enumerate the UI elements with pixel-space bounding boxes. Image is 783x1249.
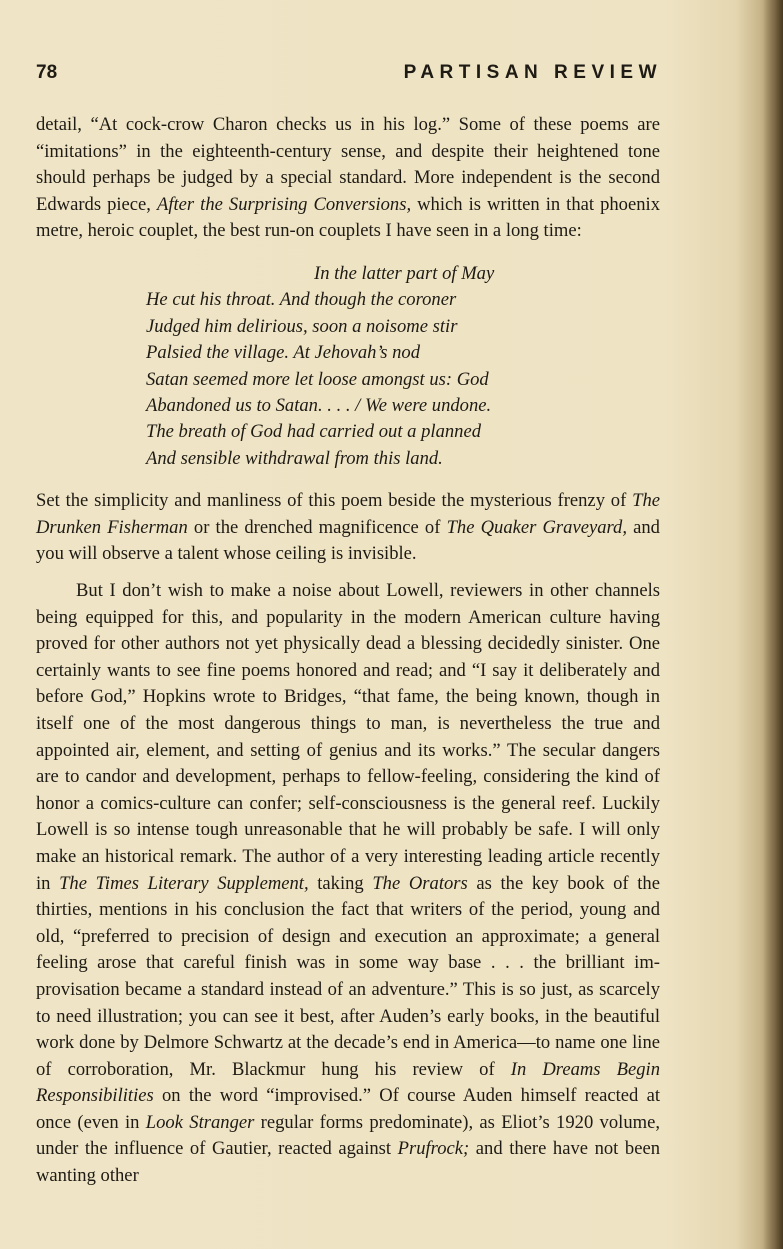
- verse-line: Abandoned us to Satan. . . . / We were undone.: [146, 395, 492, 416]
- text-run-italic: Look Stranger: [145, 1111, 255, 1133]
- verse-line: In the latter part of May: [314, 262, 495, 284]
- text-run-italic: Prufrock;: [397, 1138, 470, 1160]
- text-run-italic: In Dreams Begin Responsibilities: [36, 1058, 661, 1107]
- poem-quotation: [146, 261, 660, 472]
- text-run: or the drenched magnificence of: [187, 516, 447, 538]
- text-run: and you will observe a talent whose ceiling is invisible.: [36, 516, 660, 565]
- text-run: Set the simplicity and manliness of this poem beside the mysterious frenzy of: [36, 490, 633, 512]
- verse-line: Satan seemed more let loose amongst us: God: [146, 368, 489, 390]
- text-run: as the key book of the thirties, mentions in his conclusion the fact that writers of the period, young and old, “preferred to precision of design and execution an approximate; a general feeling arose that careful finish was in some way base . . . the brilliant improvisation became a standard instead of an adventure.” This is so just, as scarcely to need illustration; you can see it best, after Auden’s early books, in the beautiful work done by Delmore Schwartz at the decade’s end in America—to name one line of corroboration, Mr. Blackmur hung his review of: [36, 872, 660, 1080]
- paragraph-1: [36, 112, 660, 245]
- text-run: detail, “At cock-crow Charon checks us in his log.” Some of these poems are “imitations” in the eighteenth-century sense, and despite their heightened tone should perhaps be judged by a special standard. More independent is the second Edwards piece,: [36, 114, 660, 215]
- text-run: which is written in that phoenix metre, heroic couplet, the best run-on couplets I have seen in a long time:: [36, 193, 660, 242]
- paragraph-3: [36, 578, 660, 1190]
- journal-title: PARTISAN REVIEW: [403, 62, 662, 83]
- text-run-italic: The Orators: [372, 872, 468, 894]
- text-run: on the word “improvised.” Of course Auden himself reacted at once (even in: [36, 1085, 660, 1133]
- text-run-italic: The Times Literary Supplement,: [59, 872, 309, 894]
- text-run: But I don’t wish to make a noise about Lowell, reviewers in other channels being equipped for this, and popularity in the modern American culture having proved for other authors not yet physically dead a blessing decidedly sinister. One certainly wants to see fine poems honored and read; and “I say it deliberately and before God,” Hopkins wrote to Bridges, “that fame, the being known, though in itself one of the most dangerous things to man, is nevertheless the true and appointed air, element, and setting of genius and its works.” The secular dangers are to candor and development, perhaps to fellow-feeling, considering the kind of honor a comics-culture can confer; self-consciousness is the general reef. Luckily Lowell is so intense tough unreasonable that he will probably be safe. I will only make an historical remark. The author of a very interesting leading article recently in: [36, 580, 660, 894]
- text-run-italic: The Drunken Fisherman: [36, 490, 660, 538]
- verse-line: Palsied the village. At Jehovah’s nod: [146, 342, 421, 364]
- page-number: 78: [36, 62, 58, 83]
- paragraph-2: [36, 488, 660, 568]
- text-run-italic: After the Surprising Conversions,: [156, 193, 412, 215]
- running-head: [36, 62, 662, 92]
- text-run-italic: The Quaker Graveyard,: [446, 516, 627, 538]
- text-run: regular forms predominate), as Eliot’s 1920 volume, under the influence of Gautier, reacted against: [36, 1111, 660, 1160]
- text-run: and there have not been wanting other: [36, 1138, 660, 1187]
- verse-line: Judged him delirious, soon a noisome stir: [146, 315, 458, 337]
- body-text: [36, 112, 660, 1190]
- verse-line: The breath of God had carried out a planned: [146, 421, 482, 443]
- page-edge-shadow: [763, 0, 783, 1249]
- verse-line: And sensible withdrawal from this land.: [146, 447, 443, 469]
- verse-line: He cut his throat. And though the coroner: [146, 289, 457, 311]
- text-run: taking: [308, 872, 373, 894]
